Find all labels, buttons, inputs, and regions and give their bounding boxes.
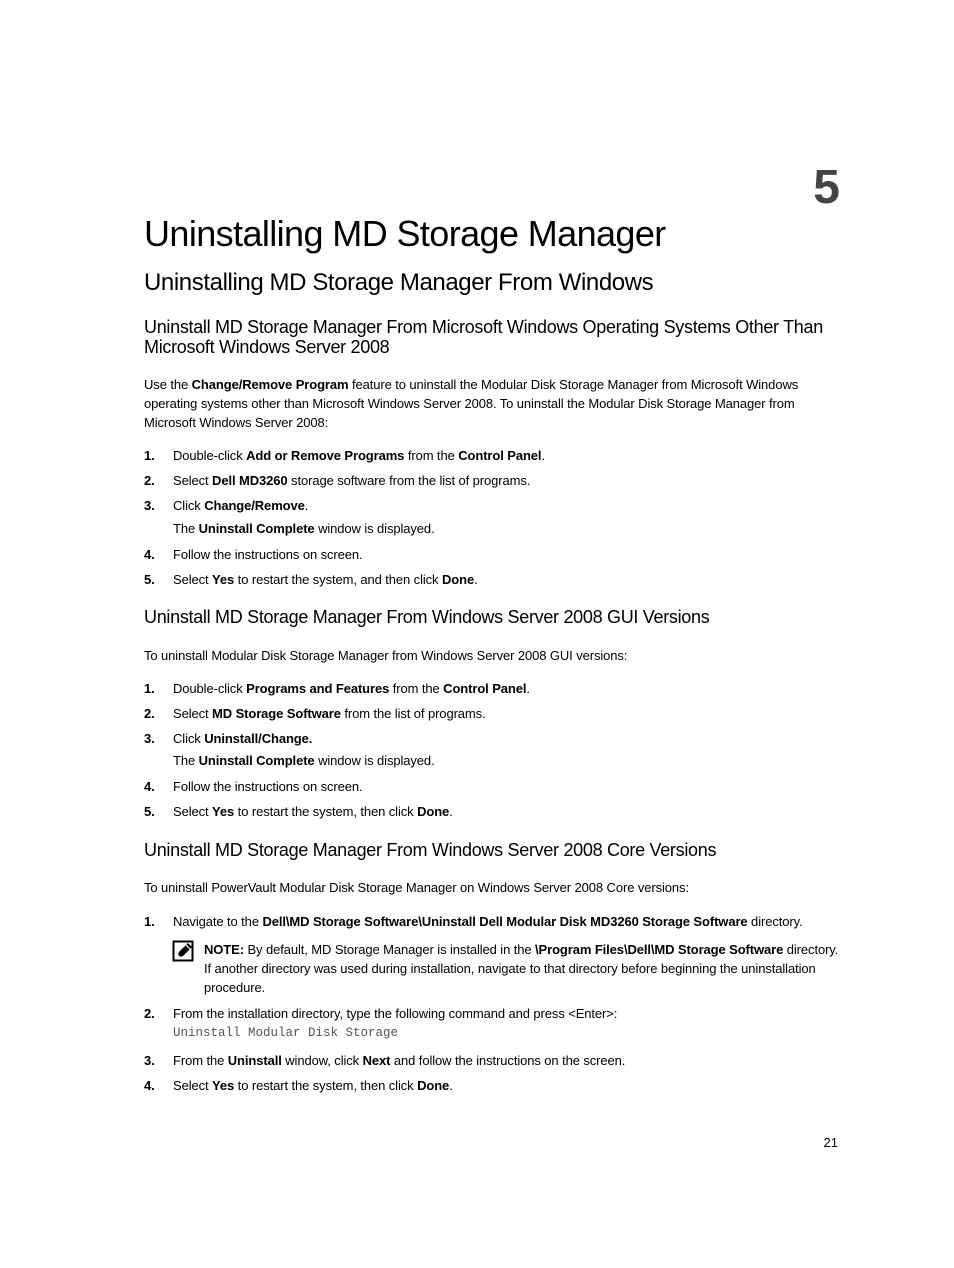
step-result: The Uninstall Complete window is displayed. [173,753,435,768]
intro-paragraph: To uninstall PowerVault Modular Disk Storage Manager on Windows Server 2008 Core versions: [144,880,689,895]
step-result: The Uninstall Complete window is displayed. [173,521,435,536]
chapter-title: Uninstalling MD Storage Manager [144,213,666,254]
page-number: 21 [823,1135,838,1150]
subsection-heading-gui: Uninstall MD Storage Manager From Windows Server 2008 GUI Versions [144,607,710,627]
note-text: NOTE: By default, MD Storage Manager is installed in the \Program Files\Dell\MD Storage Software directory. If another directory was used during installation, navigate to that directory before beginning the uninstallation procedure. [204,942,839,995]
chapter-number: 5 [813,161,840,214]
command-text: Uninstall Modular Disk Storage [173,1026,399,1040]
section-heading: Uninstalling MD Storage Manager From Windows [144,269,654,296]
subsection-heading-core: Uninstall MD Storage Manager From Windows Server 2008 Core Versions [144,840,717,860]
subsection-heading-non-2008: Uninstall MD Storage Manager From Microsoft Windows Operating Systems Other Than Microsoft Windows Server 2008 [144,317,823,357]
intro-paragraph: Use the Change/Remove Program feature to uninstall the Modular Disk Storage Manager from Microsoft Windows operating systems other than Microsoft Windows Server 2008. To uninstall the Modular Disk Storage Manager from Microsoft Windows Server 2008: [144,377,799,430]
intro-paragraph: To uninstall Modular Disk Storage Manager from Windows Server 2008 GUI versions: [144,648,628,663]
document-page: 5 Uninstalling MD Storage Manager Uninstalling MD Storage Manager From Windows Uninstall MD Storage Manager From Microsoft Windows Operating Systems Other Than Microsoft Windows Server 2008 Use the Change/Remove Program feature to uninstall the Modular Disk Storage Manager from Microsoft Windows operating systems other than Microsoft Windows Server 2008. To uninstall the Modular Disk Storage Manager from Microsoft Windows Server 2008: 1. Double-click Add or Remove Programs from the Control Panel. 2. Select Dell MD3260 storage software from the list of programs. 3. Click Change/Remove. The Uninstall Complete window is displayed. 4. Follow the instructions on screen. 5. Select Yes to restart the system, and then click Done. Uninstall MD Storage Manager From Windows Server 2008 GUI Versions To uninstall Modular Disk Storage Manager from Windows Server 2008 GUI versions: 1. Double-click Programs and Features from the Control Panel. 2. Select MD Storage Software from the list of programs. 3. Click Uninstall/Change. The Uninstall Complete window is displayed. 4. Follow the instructions on screen. 5. Select Yes to restart the system, then click Done. Uninstall MD Storage Manager From Windows Server 2008 Core Versions To uninstall PowerVault Modular Disk Storage Manager on Windows Server 2008 Core versions: 1. Navigate to the Dell\MD Storage Software\Uninstall Dell Modular Disk MD3260 Storage Software directory. NOTE: By default, MD Storage Manager is installed in the \Program Files\Dell\MD Storage Software directory. If another directory was used during installation, navigate to that directory before beginning the uninstallation procedure. 2. From the installation directory, type the following command and press <Enter>: Uninstall Modular Disk Storage 3. From the Uninstall window, click Next and follow the instructions on the screen. 4. Select Yes to restart the system, then click Done. 21 [0,0,954,1268]
note-pencil-icon [172,940,194,962]
